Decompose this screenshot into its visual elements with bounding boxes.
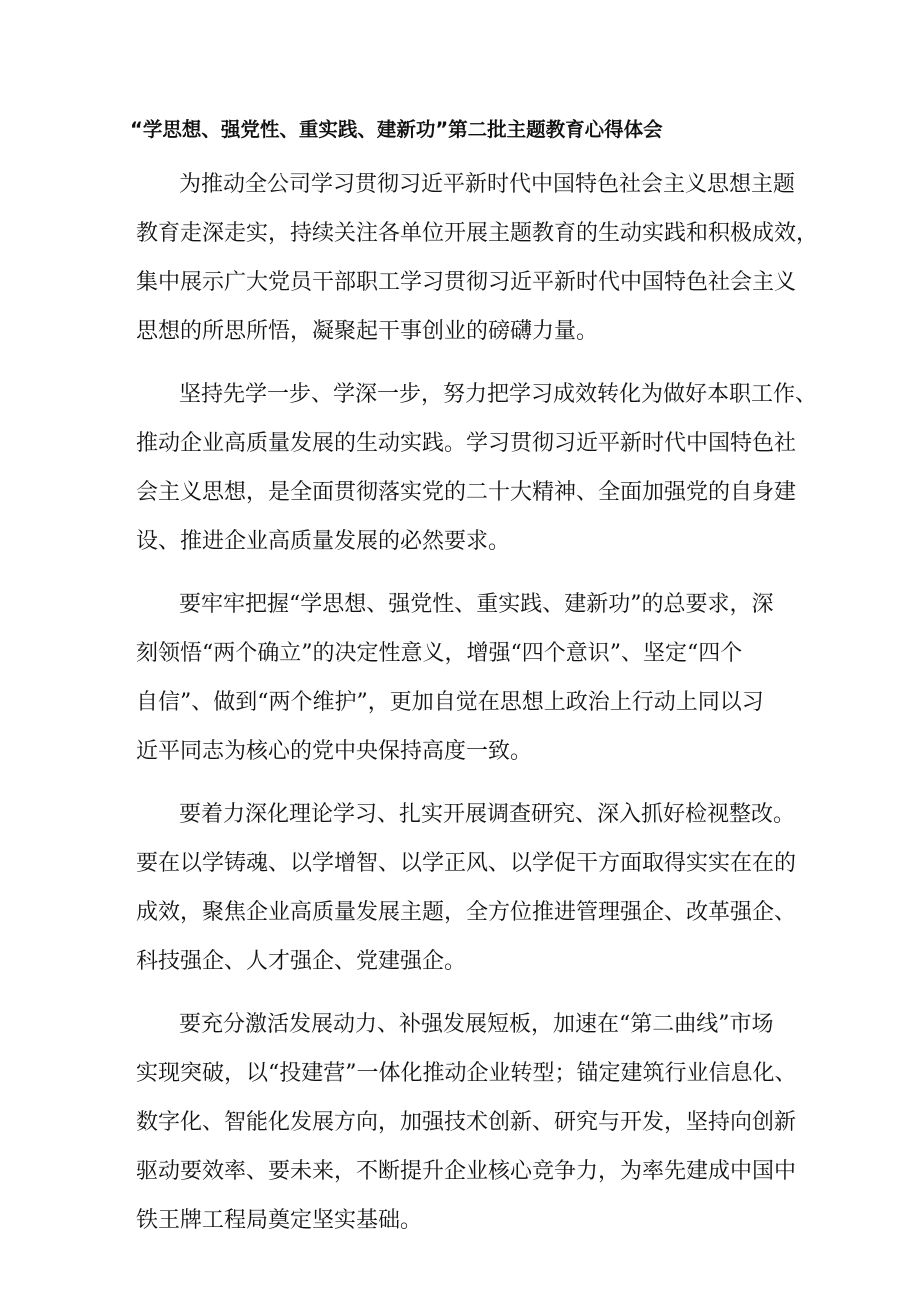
paragraph-line: 刻领悟“两个确立”的决定性意义，增强“四个意识”、坚定“四个 <box>136 641 743 666</box>
paragraph-line: 要充分激活发展动力、补强发展短板，加速在“第二曲线”市场 <box>179 1012 774 1037</box>
paragraph-line: 自信”、做到“两个维护”，更加自觉在思想上政治上行动上同以习 <box>136 690 764 715</box>
paragraph-line: 推动企业高质量发展的生动实践。学习贯彻习近平新时代中国特色社 <box>136 431 797 456</box>
paragraph-line: 会主义思想，是全面贯彻落实党的二十大精神、全面加强党的自身建 <box>136 480 797 505</box>
paragraph-line: 要着力深化理论学习、扎实开展调查研究、深入抓好检视整改。 <box>179 802 796 827</box>
document-body <box>136 160 819 1245</box>
paragraph-line: 实现突破，以“投建营”一体化推动企业转型；锚定建筑行业信息化、 <box>136 1061 797 1086</box>
paragraph-1 <box>136 160 819 356</box>
paragraph-line: 为推动全公司学习贯彻习近平新时代中国特色社会主义思想主题 <box>179 172 796 197</box>
paragraph-line: 思想的所思所悟，凝聚起干事创业的磅礴力量。 <box>136 319 599 344</box>
paragraph-line: 要在以学铸魂、以学增智、以学正风、以学促干方面取得实实在在的 <box>136 851 797 876</box>
paragraph-line: 成效，聚焦企业高质量发展主题，全方位推进管理强企、改革强企、 <box>136 900 797 925</box>
paragraph-5 <box>136 1000 796 1245</box>
document-title: “学思想、强党性、重实践、建新功”第二批主题教育心得体会 <box>130 118 663 141</box>
paragraph-3 <box>136 580 796 776</box>
paragraph-line: 教育走深走实，持续关注各单位开展主题教育的生动实践和积极成效， <box>136 221 819 246</box>
paragraph-line: 科技强企、人才强企、党建强企。 <box>136 949 467 974</box>
paragraph-line: 铁王牌工程局奠定坚实基础。 <box>136 1208 423 1233</box>
paragraph-line: 坚持先学一步、学深一步，努力把学习成效转化为做好本职工作、 <box>179 382 818 407</box>
paragraph-line: 驱动要效率、要未来，不断提升企业核心竞争力，为率先建成中国中 <box>136 1159 797 1184</box>
paragraph-4 <box>136 790 796 986</box>
paragraph-line: 设、推进企业高质量发展的必然要求。 <box>136 529 511 554</box>
paragraph-line: 数字化、智能化发展方向，加强技术创新、研究与开发，坚持向创新 <box>136 1110 797 1135</box>
paragraph-line: 要牢牢把握“学思想、强党性、重实践、建新功”的总要求，深 <box>179 592 774 617</box>
paragraph-2 <box>136 370 818 566</box>
paragraph-line: 集中展示广大党员干部职工学习贯彻习近平新时代中国特色社会主义 <box>136 270 797 295</box>
paragraph-line: 近平同志为核心的党中央保持高度一致。 <box>136 739 533 764</box>
